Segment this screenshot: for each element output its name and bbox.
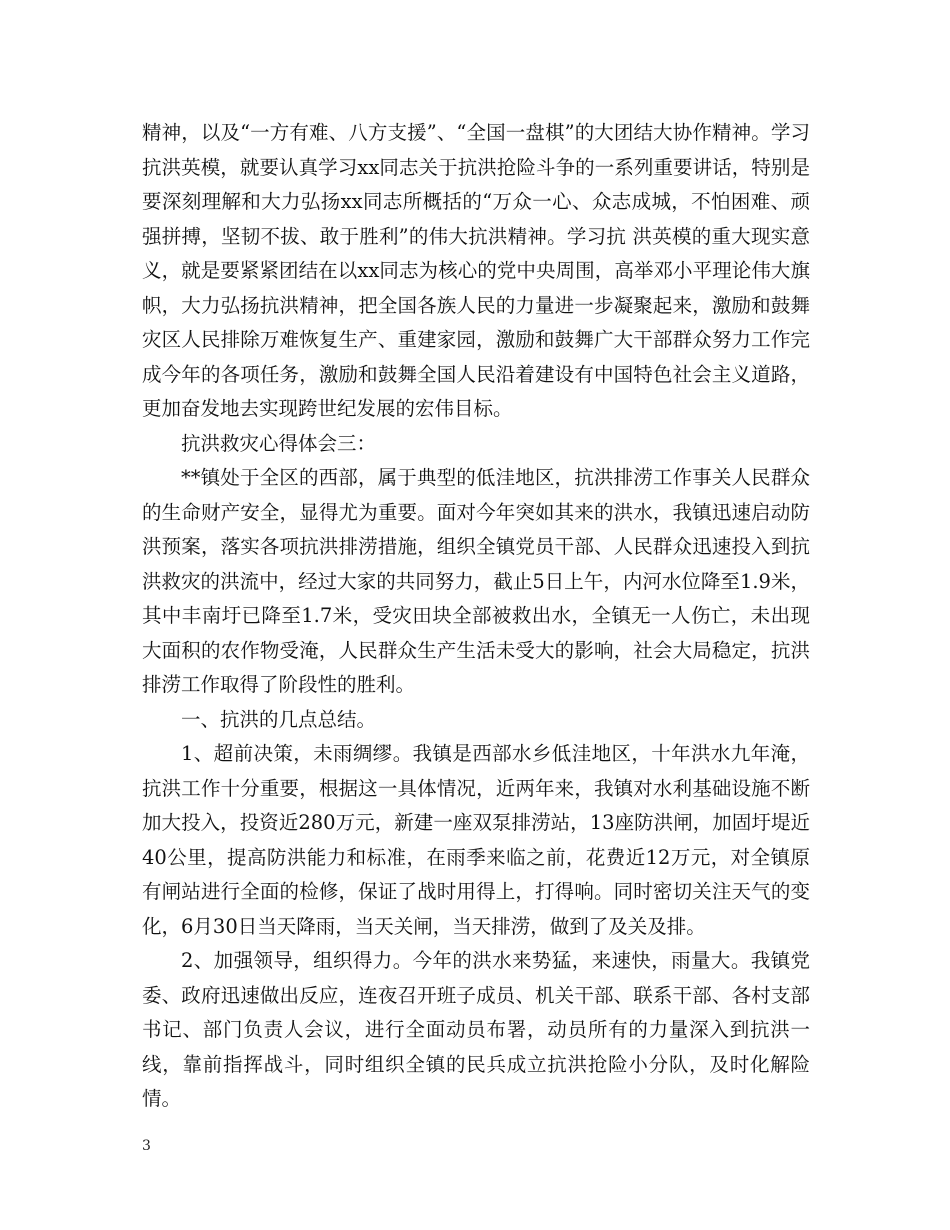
- document-body: [142, 116, 810, 1117]
- page-number: 3: [142, 1138, 151, 1154]
- section-heading-experience-three: 抗洪救灾心得体会三：: [181, 431, 377, 455]
- paragraph-spirit-continuation: 精神，以及“一方有难、八方支援”、“全国一盘棋”的大团结大协作精神。学习抗洪英模，就要认真学习xx同志关于抗洪抢险斗争的一系列重要讲话，特别是要深刻理解和大力弘扬xx同志所概括的“万众一心、众志成城，不怕困难、顽强拼搏，坚韧不拔、敢于胜利”的伟大抗洪精神。学习抗 洪英模的重大现实意义，就是要紧紧团结在以xx同志为核心的党中央周围，高举邓小平理论伟大旗帜，大力弘扬抗洪精神，把全国各族人民的力量进一步凝聚起来，激励和鼓舞灾区人民排除万难恢复生产、重建家园，激励和鼓舞广大干部群众努力工作完成今年的各项任务，激励和鼓舞全国人民沿着建设有中国特色社会主义道路，更加奋发地去实现跨世纪发展的宏伟目标。: [142, 121, 810, 420]
- paragraph-point-one: 1、超前决策，未雨绸缪。我镇是西部水乡低洼地区，十年洪水九年淹，抗洪工作十分重要，根据这一具体情况，近两年来，我镇对水利基础设施不断加大投入，投资近280万元，新建一座双泵排涝站，13座防洪闸，加固圩堤近40公里，提高防洪能力和标准，在雨季来临之前，花费近12万元，对全镇原有闸站进行全面的检修，保证了战时用得上，打得响。同时密切关注天气的变化，6月30日当天降雨，当天关闸，当天排涝，做到了及关及排。: [142, 742, 810, 938]
- section-heading-summary: 一、抗洪的几点总结。: [181, 707, 377, 731]
- paragraph-point-two: 2、加强领导，组织得力。今年的洪水来势猛，来速快，雨量大。我镇党委、政府迅速做出反应，连夜召开班子成员、机关干部、联系干部、各村支部书记、部门负责人会议，进行全面动员布署，动员所有的力量深入到抗洪一线，靠前指挥战斗，同时组织全镇的民兵成立抗洪抢险小分队，及时化解险情。: [142, 949, 810, 1110]
- paragraph-town-overview: **镇处于全区的西部，属于典型的低洼地区，抗洪排涝工作事关人民群众的生命财产安全，显得尤为重要。面对今年突如其来的洪水，我镇迅速启动防洪预案，落实各项抗洪排涝措施，组织全镇党员干部、人民群众迅速投入到抗洪救灾的洪流中，经过大家的共同努力，截止5日上午，内河水位降至1.9米，其中丰南圩已降至1.7米，受灾田块全部被救出水，全镇无一人伤亡，未出现大面积的农作物受淹，人民群众生产生活未受大的影响，社会大局稳定，抗洪排涝工作取得了阶段性的胜利。: [142, 466, 810, 696]
